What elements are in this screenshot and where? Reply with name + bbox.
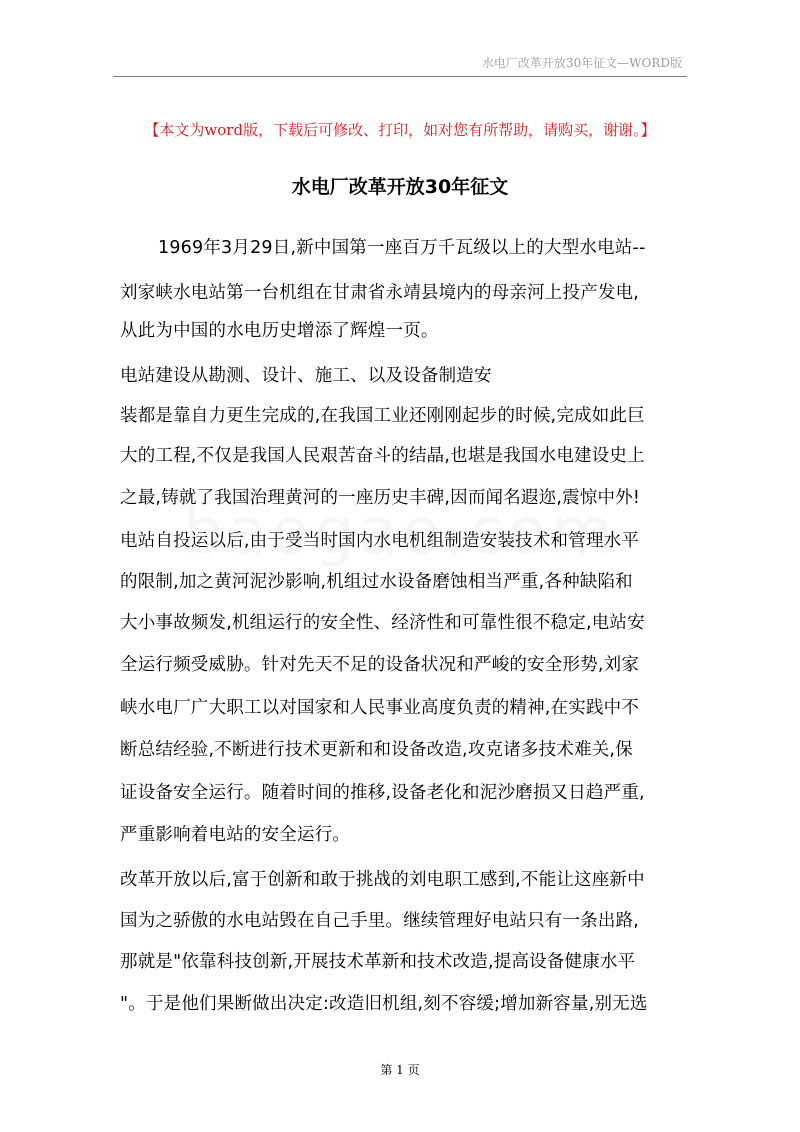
body-line: 的限制,加之黄河泥沙影响,机组过水设备磨蚀相当严重,各种缺陷和 bbox=[120, 572, 633, 592]
body-line: 国为之骄傲的水电站毁在自己手里。继续管理好电站只有一条出路, bbox=[120, 911, 640, 931]
body-line: 大的工程,不仅是我国人民艰苦奋斗的结晶,也堪是我国水电建设史上 bbox=[120, 446, 645, 466]
body-line: 1969年3月29日,新中国第一座百万千瓦级以上的大型水电站-- bbox=[158, 238, 646, 258]
body-line: "。于是他们果断做出决定:改造旧机组,刻不容缓;增加新容量,别无选 bbox=[120, 994, 648, 1014]
body-line: 大小事故频发,机组运行的安全性、经济性和可靠性很不稳定,电站安 bbox=[120, 613, 645, 633]
body-line: 证设备安全运行。随着时间的推移,设备老化和泥沙磨损又日趋严重, bbox=[120, 783, 645, 803]
body-line: 全运行频受威胁。针对先天不足的设备状况和严峻的安全形势,刘家 bbox=[120, 655, 640, 675]
header-divider bbox=[113, 76, 687, 77]
body-line: 电站自投运以后,由于受当时国内水电机组制造安装技术和管理水平 bbox=[120, 531, 640, 551]
body-line: 电站建设从勘测、设计、施工、以及设备制造安 bbox=[120, 366, 492, 386]
purchase-notice: 【本文为word版，下载后可修改、打印，如对您有所帮助，请购买，谢谢。】 bbox=[144, 121, 656, 139]
body-line: 峡水电厂广大职工以对国家和人民事业高度负责的精神,在实践中不 bbox=[120, 698, 640, 718]
document-title: 水电厂改革开放30年征文 bbox=[291, 176, 509, 198]
page-number: 第 1 页 bbox=[380, 1063, 420, 1077]
running-header: 水电厂改革开放30年征文—WORD版 bbox=[481, 56, 682, 70]
body-line: 从此为中国的水电历史增添了辉煌一页。 bbox=[120, 321, 439, 341]
body-line: 刘家峡水电站第一台机组在甘肃省永靖县境内的母亲河上投产发电, bbox=[120, 283, 640, 303]
body-line: 改革开放以后,富于创新和敢于挑战的刘电职工感到,不能让这座新中 bbox=[120, 870, 645, 890]
body-line: 之最,铸就了我国治理黄河的一座历史丰碑,因而闻名遐迩,震惊中外! bbox=[120, 488, 641, 508]
body-line: 那就是"依靠科技创新,开展技术革新和技术改造,提高设备健康水平 bbox=[120, 952, 636, 972]
body-line: 严重影响着电站的安全运行。 bbox=[120, 825, 351, 845]
body-line: 断总结经验,不断进行技术更新和和设备改造,攻克诸多技术难关,保 bbox=[120, 740, 633, 760]
body-line: 装都是靠自力更生完成的,在我国工业还刚刚起步的时候,完成如此巨 bbox=[120, 406, 645, 426]
